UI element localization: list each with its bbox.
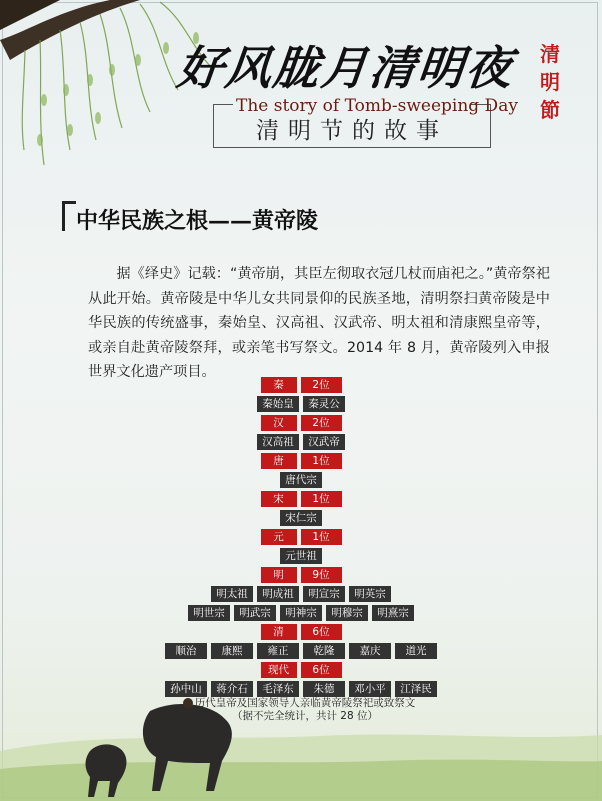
emperor-name-cell: 汉高祖	[257, 434, 299, 450]
emperor-name-cell: 嘉庆	[349, 643, 391, 659]
emperor-name-cell: 孙中山	[165, 681, 207, 697]
emperor-row	[0, 681, 602, 697]
emperor-name-cell: 乾隆	[303, 643, 345, 659]
dynasty-name-label: 现代	[261, 662, 297, 678]
dynasty-row	[0, 377, 602, 393]
emperor-name-cell: 明武宗	[234, 605, 276, 621]
dynasty-row	[0, 567, 602, 583]
dynasty-name-label: 明	[261, 567, 297, 583]
dynasty-name-label: 唐	[261, 453, 297, 469]
emperor-name-cell: 明熹宗	[372, 605, 414, 621]
intro-paragraph: 据《绎史》记载：“黄帝崩，其臣左彻取衣冠几杖而庙祀之。”黄帝祭祀从此开始。黄帝陵是中华儿女共同景仰的民族圣地，清明祭扫黄帝陵是中华民族的传统盛事，秦始皇、汉高祖、汉武帝、明太祖和清康熙皇帝等，或亲自赴黄帝陵祭拜，或亲笔书写祭文。2014 年 8 月，黄帝陵列入申报世界文化遗产项目。	[88, 266, 550, 380]
dynasty-row	[0, 415, 602, 431]
emperor-name-cell: 毛泽东	[257, 681, 299, 697]
emperor-row	[0, 548, 602, 564]
dynasty-name-label: 秦	[261, 377, 297, 393]
emperor-name-cell: 顺治	[165, 643, 207, 659]
footnote-line-2: （据不完全统计，共计 28 位）	[231, 710, 379, 722]
dynasty-count-badge: 6位	[301, 662, 342, 678]
emperor-row	[0, 434, 602, 450]
dynasty-name-label: 宋	[261, 491, 297, 507]
dynasty-count-badge: 1位	[301, 453, 342, 469]
emperor-name-cell: 邓小平	[349, 681, 391, 697]
dynasty-row	[0, 453, 602, 469]
dynasty-count-badge: 9位	[301, 567, 342, 583]
section-bracket-mark	[62, 201, 76, 231]
dynasty-row	[0, 491, 602, 507]
section-title: 中华民族之根——黄帝陵	[76, 208, 319, 234]
dynasty-row	[0, 662, 602, 678]
emperor-name-cell: 明成祖	[257, 586, 299, 602]
dynasty-name-label: 汉	[261, 415, 297, 431]
dynasty-count-badge: 1位	[301, 529, 342, 545]
emperor-name-cell: 康熙	[211, 643, 253, 659]
emperor-name-cell: 道光	[395, 643, 437, 659]
dynasty-row	[0, 529, 602, 545]
emperor-name-cell: 宋仁宗	[280, 510, 322, 526]
emperor-row	[0, 586, 602, 602]
emperor-name-cell: 唐代宗	[280, 472, 322, 488]
dynasty-name-label: 清	[261, 624, 297, 640]
emperor-pyramid-chart	[0, 377, 602, 700]
emperor-row	[0, 472, 602, 488]
seal-char: 明	[540, 70, 560, 94]
qingming-seal	[536, 40, 564, 128]
emperor-name-cell: 秦始皇	[257, 396, 299, 412]
emperor-row	[0, 605, 602, 621]
emperor-row	[0, 643, 602, 659]
emperor-name-cell: 明世宗	[188, 605, 230, 621]
emperor-row	[0, 510, 602, 526]
footnote-line-1: 历代皇帝及国家领导人亲临黄帝陵祭祀或致祭文	[194, 697, 416, 709]
emperor-name-cell: 雍正	[257, 643, 299, 659]
chart-footnote	[190, 697, 420, 723]
dynasty-row	[0, 624, 602, 640]
dynasty-count-badge: 2位	[301, 377, 342, 393]
page-title: 好风胧月清明夜	[174, 41, 517, 95]
dynasty-count-badge: 1位	[301, 491, 342, 507]
emperor-name-cell: 汉武帝	[303, 434, 345, 450]
emperor-name-cell: 明太祖	[211, 586, 253, 602]
emperor-name-cell: 明英宗	[349, 586, 391, 602]
seal-char: 節	[540, 98, 560, 122]
dynasty-count-badge: 2位	[301, 415, 342, 431]
emperor-name-cell: 明穆宗	[326, 605, 368, 621]
seal-char: 清	[540, 42, 560, 66]
story-subtitle-cn: 清明节的故事	[256, 118, 448, 144]
emperor-name-cell: 蒋介石	[211, 681, 253, 697]
emperor-row	[0, 396, 602, 412]
dynasty-name-label: 元	[261, 529, 297, 545]
story-subtitle-en: The story of Tomb-sweeping Day	[236, 96, 518, 116]
emperor-name-cell: 明宣宗	[303, 586, 345, 602]
emperor-name-cell: 元世祖	[280, 548, 322, 564]
dynasty-count-badge: 6位	[301, 624, 342, 640]
emperor-name-cell: 秦灵公	[303, 396, 345, 412]
emperor-name-cell: 明神宗	[280, 605, 322, 621]
emperor-name-cell: 江泽民	[395, 681, 437, 697]
emperor-name-cell: 朱德	[303, 681, 345, 697]
